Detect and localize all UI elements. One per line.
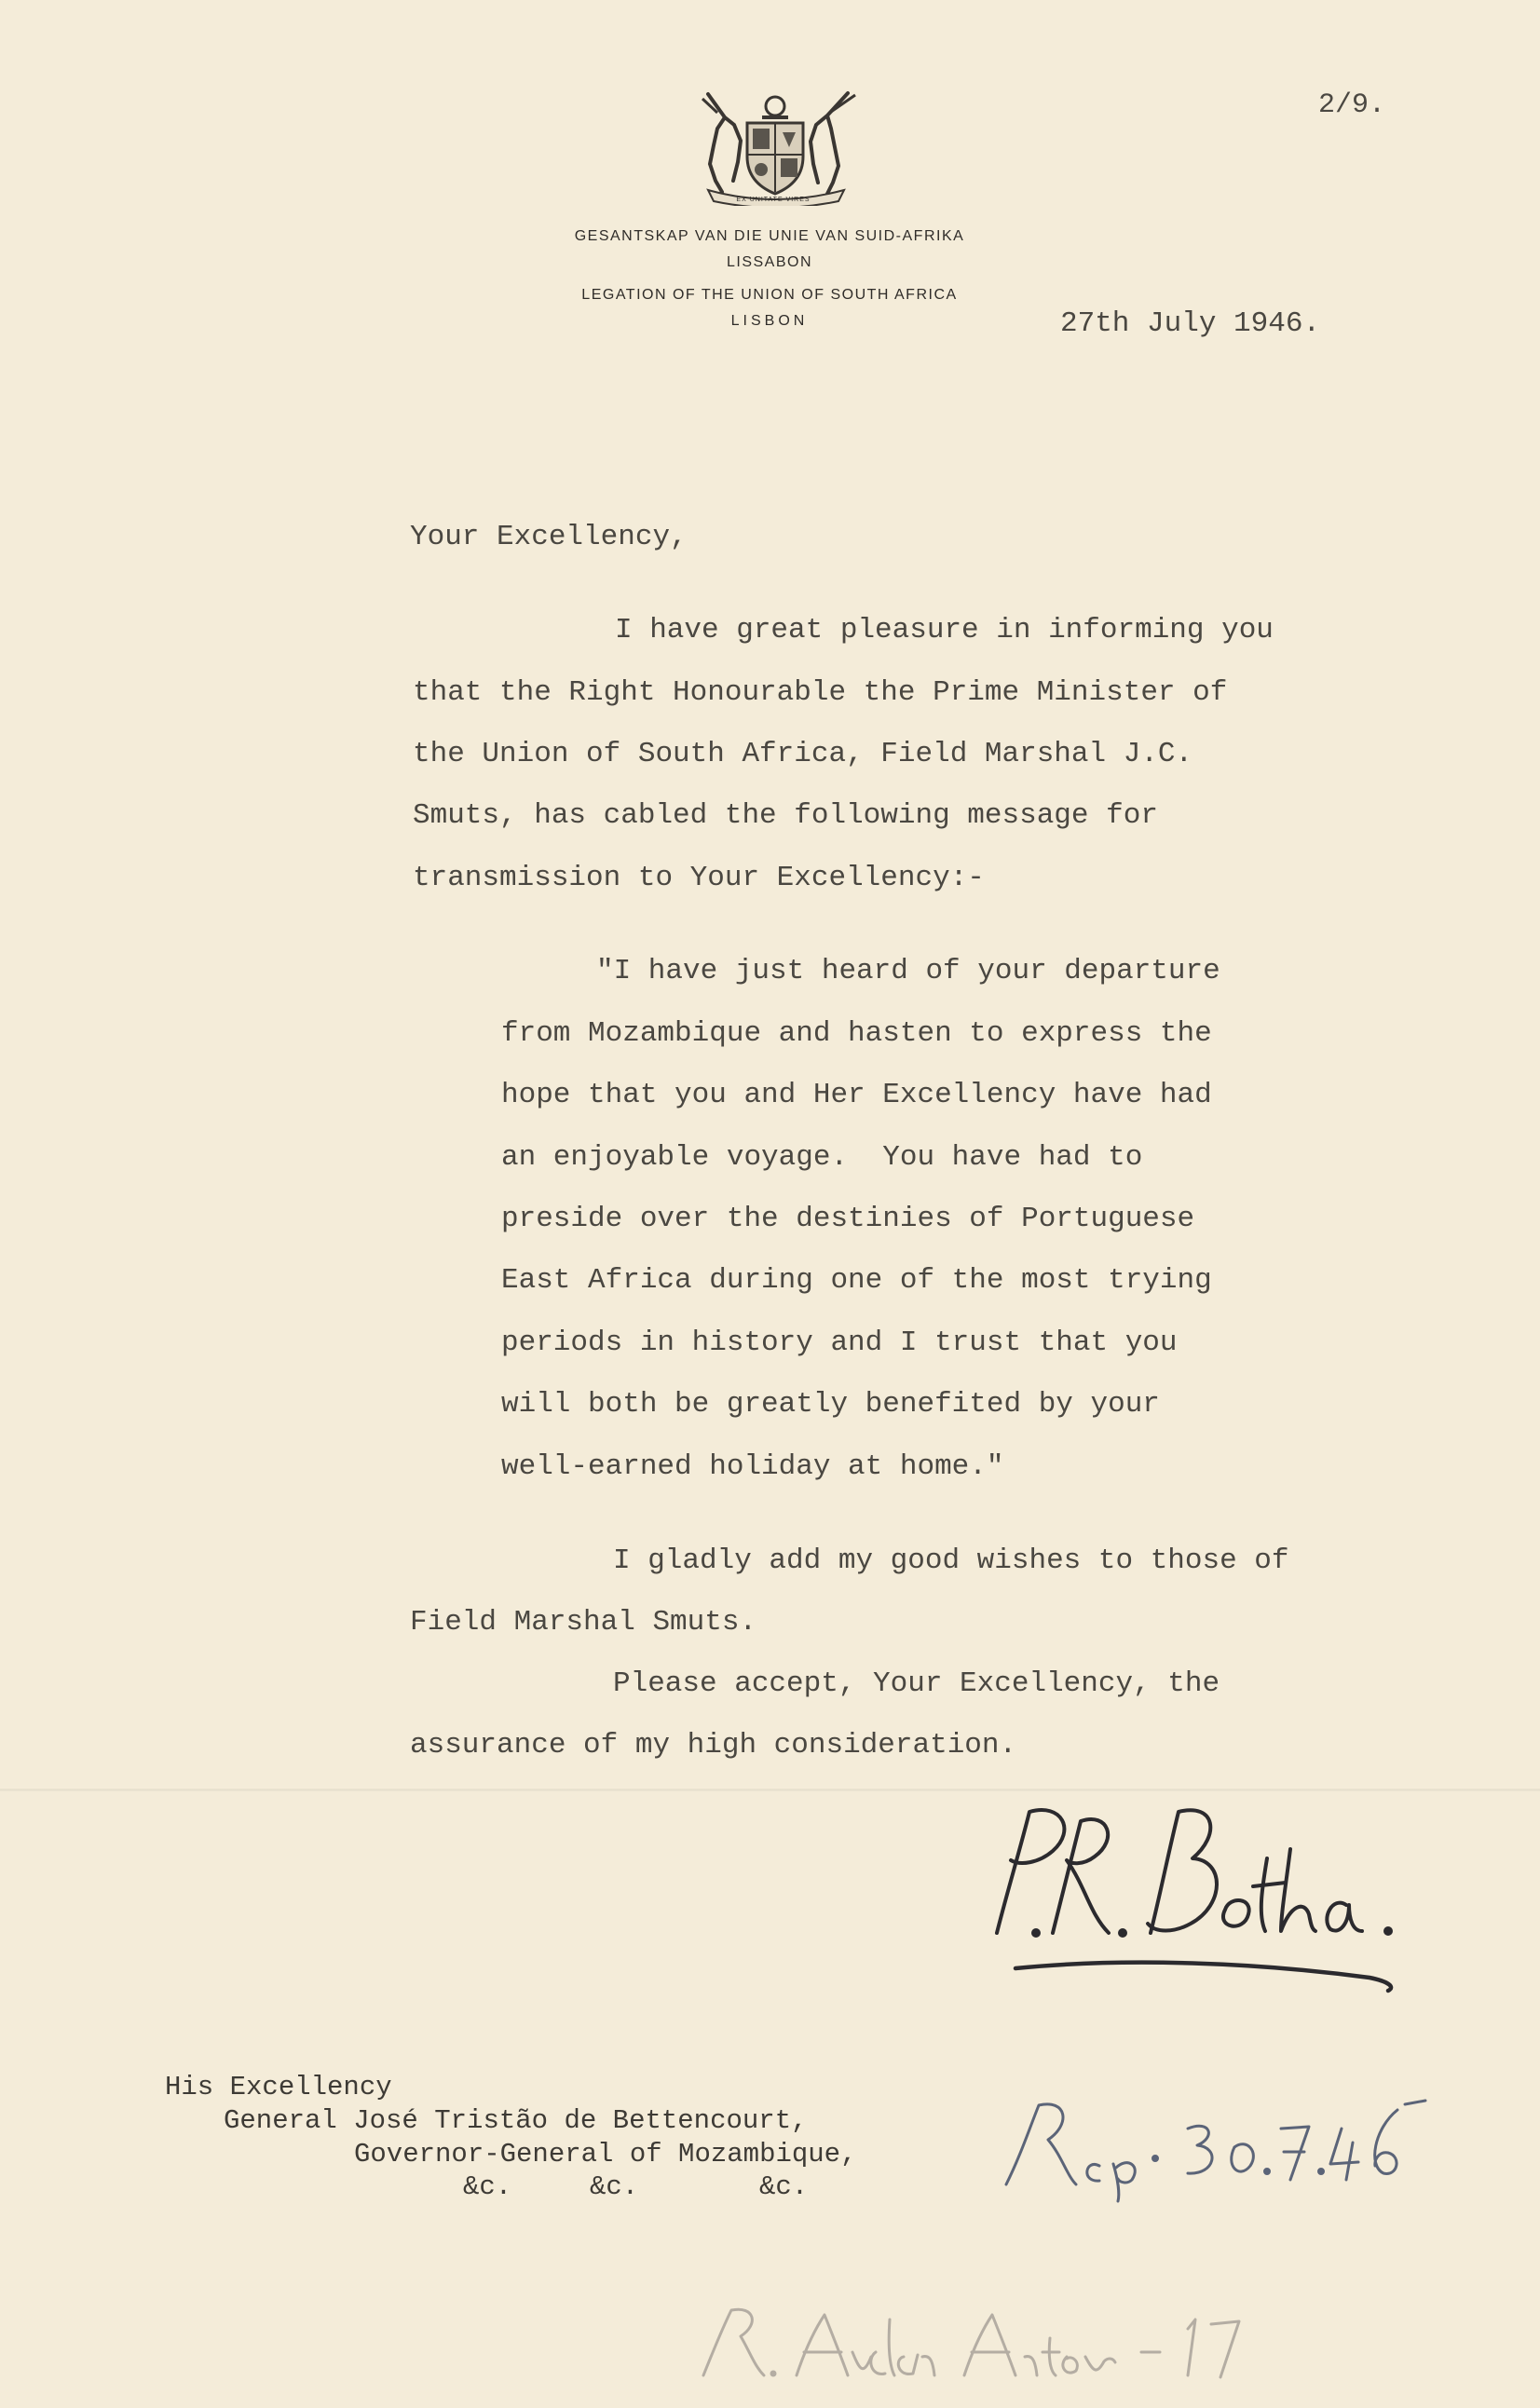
quote-line: hope that you and Her Excellency have had xyxy=(501,1079,1212,1111)
handwritten-received-note xyxy=(988,2091,1435,2203)
recipient-etc: &c. xyxy=(463,2171,512,2202)
paragraph-3-line: assurance of my high consideration. xyxy=(410,1729,1017,1762)
quote-line: East Africa during one of the most trying xyxy=(501,1264,1212,1297)
recipient-line: His Excellency xyxy=(165,2072,392,2102)
paragraph-1-line: transmission to Your Excellency:- xyxy=(413,862,985,894)
quote-line: will both be greatly benefited by your xyxy=(501,1388,1160,1421)
recipient-etc: &c. xyxy=(759,2171,809,2202)
salutation: Your Excellency, xyxy=(410,521,688,553)
page-number: 2/9. xyxy=(1318,89,1386,121)
recipient-line: General José Tristão de Bettencourt, xyxy=(224,2105,808,2136)
recipient-line: Governor-General of Mozambique, xyxy=(354,2139,857,2170)
letter-date: 27th July 1946. xyxy=(1060,307,1321,340)
quote-line: periods in history and I trust that you xyxy=(501,1326,1178,1359)
letterhead-english-name: LEGATION OF THE UNION OF SOUTH AFRICA xyxy=(581,287,958,303)
paper-fold-line xyxy=(0,1789,1540,1791)
paragraph-1-line: I have great pleasure in informing you xyxy=(615,614,1274,646)
paragraph-1-line: the Union of South Africa, Field Marshal J.C. xyxy=(413,738,1193,770)
paragraph-2-line: Field Marshal Smuts. xyxy=(410,1606,757,1639)
emblem-motto: EX UNITATE VIRES xyxy=(736,197,811,203)
signature xyxy=(978,1793,1407,1998)
paragraph-2-line: I gladly add my good wishes to those of xyxy=(613,1544,1289,1577)
quote-line: preside over the destinies of Portuguese xyxy=(501,1203,1195,1235)
quote-line: from Mozambique and hasten to express the xyxy=(501,1017,1212,1050)
coat-of-arms-icon xyxy=(689,89,862,206)
quote-line: well-earned holiday at home." xyxy=(501,1450,1004,1483)
recipient-etc: &c. xyxy=(590,2171,639,2202)
handwritten-archive-note xyxy=(685,2301,1300,2385)
paragraph-1-line: Smuts, has cabled the following message for xyxy=(413,799,1158,832)
letterhead-afrikaans-name: GESANTSKAP VAN DIE UNIE VAN SUID-AFRIKA xyxy=(574,228,965,244)
paragraph-1-line: that the Right Honourable the Prime Minister of xyxy=(413,676,1228,709)
paragraph-3-line: Please accept, Your Excellency, the xyxy=(613,1667,1220,1700)
letterhead-afrikaans-city: LISSABON xyxy=(726,254,813,270)
quote-line: an enjoyable voyage. You have had to xyxy=(501,1141,1143,1174)
letterhead-english-city: LISBON xyxy=(730,313,809,329)
quote-line: "I have just heard of your departure xyxy=(596,955,1220,987)
